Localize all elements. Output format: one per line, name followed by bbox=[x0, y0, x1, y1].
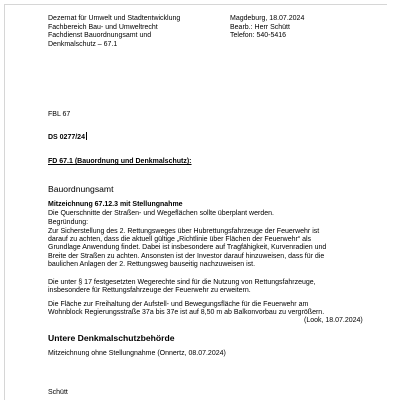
section-title-denkmalschutz: Untere Denkmalschutzbehörde bbox=[48, 333, 175, 343]
paragraph-line: Die unter § 17 festgesetzten Wegerechte sind für die Nutzung von Rettungsfahrzeuge, bbox=[48, 279, 316, 286]
reason-line: Zur Sicherstellung des 2. Rettungsweges über Hubrettungsfahrzeuge der Feuerwehr ist bbox=[48, 228, 320, 235]
department-heading: FD 67.1 (Bauordnung und Denkmalschutz): bbox=[48, 158, 192, 165]
signoff-look: (Look, 18.07.2024) bbox=[304, 317, 363, 324]
document-number bbox=[48, 132, 87, 142]
paragraph-line: insbesondere für Rettungsfahrzeuge der Feuerwehr zu erweitern. bbox=[48, 287, 251, 295]
clerk-line: Bearb.: Herr Schütt bbox=[230, 23, 290, 31]
phone-line: Telefon: 540-5416 bbox=[230, 32, 287, 40]
paragraph-line: Die Fläche zur Freihaltung der Aufstell- und Bewegungsfläche für die Feuerwehr am bbox=[48, 301, 309, 308]
sender-department-block bbox=[48, 15, 180, 49]
signature-name: Schütt bbox=[48, 389, 68, 396]
reason-line: Grundlage Anwendung findet. Dabei ist insbesondere auf Tragfähigkeit, Kurvenradien und bbox=[48, 244, 327, 252]
date-line: Magdeburg, 18.07.2024 bbox=[230, 15, 305, 22]
reason-paragraph bbox=[48, 228, 373, 269]
document-number-text: DS 0277/24 bbox=[48, 134, 85, 141]
section-subtitle: Mitzeichnung 67.12.3 mit Stellungnahme bbox=[48, 201, 183, 208]
sender-line: Fachbereich Bau- und Umweltrecht bbox=[48, 23, 158, 31]
paragraph-wegerechte bbox=[48, 279, 373, 295]
text-cursor bbox=[86, 132, 87, 140]
sender-line: Dezernat für Umwelt und Stadtentwicklung bbox=[48, 15, 181, 22]
sender-line: Denkmalschutz – 67.1 bbox=[48, 40, 118, 48]
date-contact-block bbox=[230, 15, 304, 41]
section-title-bauordnungsamt: Bauordnungsamt bbox=[48, 184, 114, 194]
paragraph-aufstellflaeche bbox=[48, 301, 373, 317]
reason-label: Begründung: bbox=[48, 219, 89, 226]
denkmalschutz-text: Mitzeichnung ohne Stellungnahme (Onnertz, 08.07.2024) bbox=[48, 350, 226, 357]
sender-line: Fachdienst Bauordnungsamt und bbox=[48, 32, 152, 40]
reason-line: baulichen Anlagen der 2. Rettungsweg bauseitig nachzuweisen ist. bbox=[48, 260, 256, 268]
paragraph-line: Wohnblock Regierungsstraße 37a bis 37e ist auf 8,50 m ab Balkonvorbau zu vergrößern. bbox=[48, 309, 325, 317]
recipient-fbl: FBL 67 bbox=[48, 111, 71, 118]
reason-line: Breite der Straßen zu achten. Ansonsten ist der Investor darauf hinzuweisen, dass für die bbox=[48, 252, 325, 260]
intro-text: Die Querschnitte der Straßen- und Wegeflächen sollte überplant werden. bbox=[48, 210, 274, 217]
reason-line: darauf zu achten, dass die aktuell gültige „Richtlinie über Flächen der Feuerwehr“ als bbox=[48, 236, 312, 244]
